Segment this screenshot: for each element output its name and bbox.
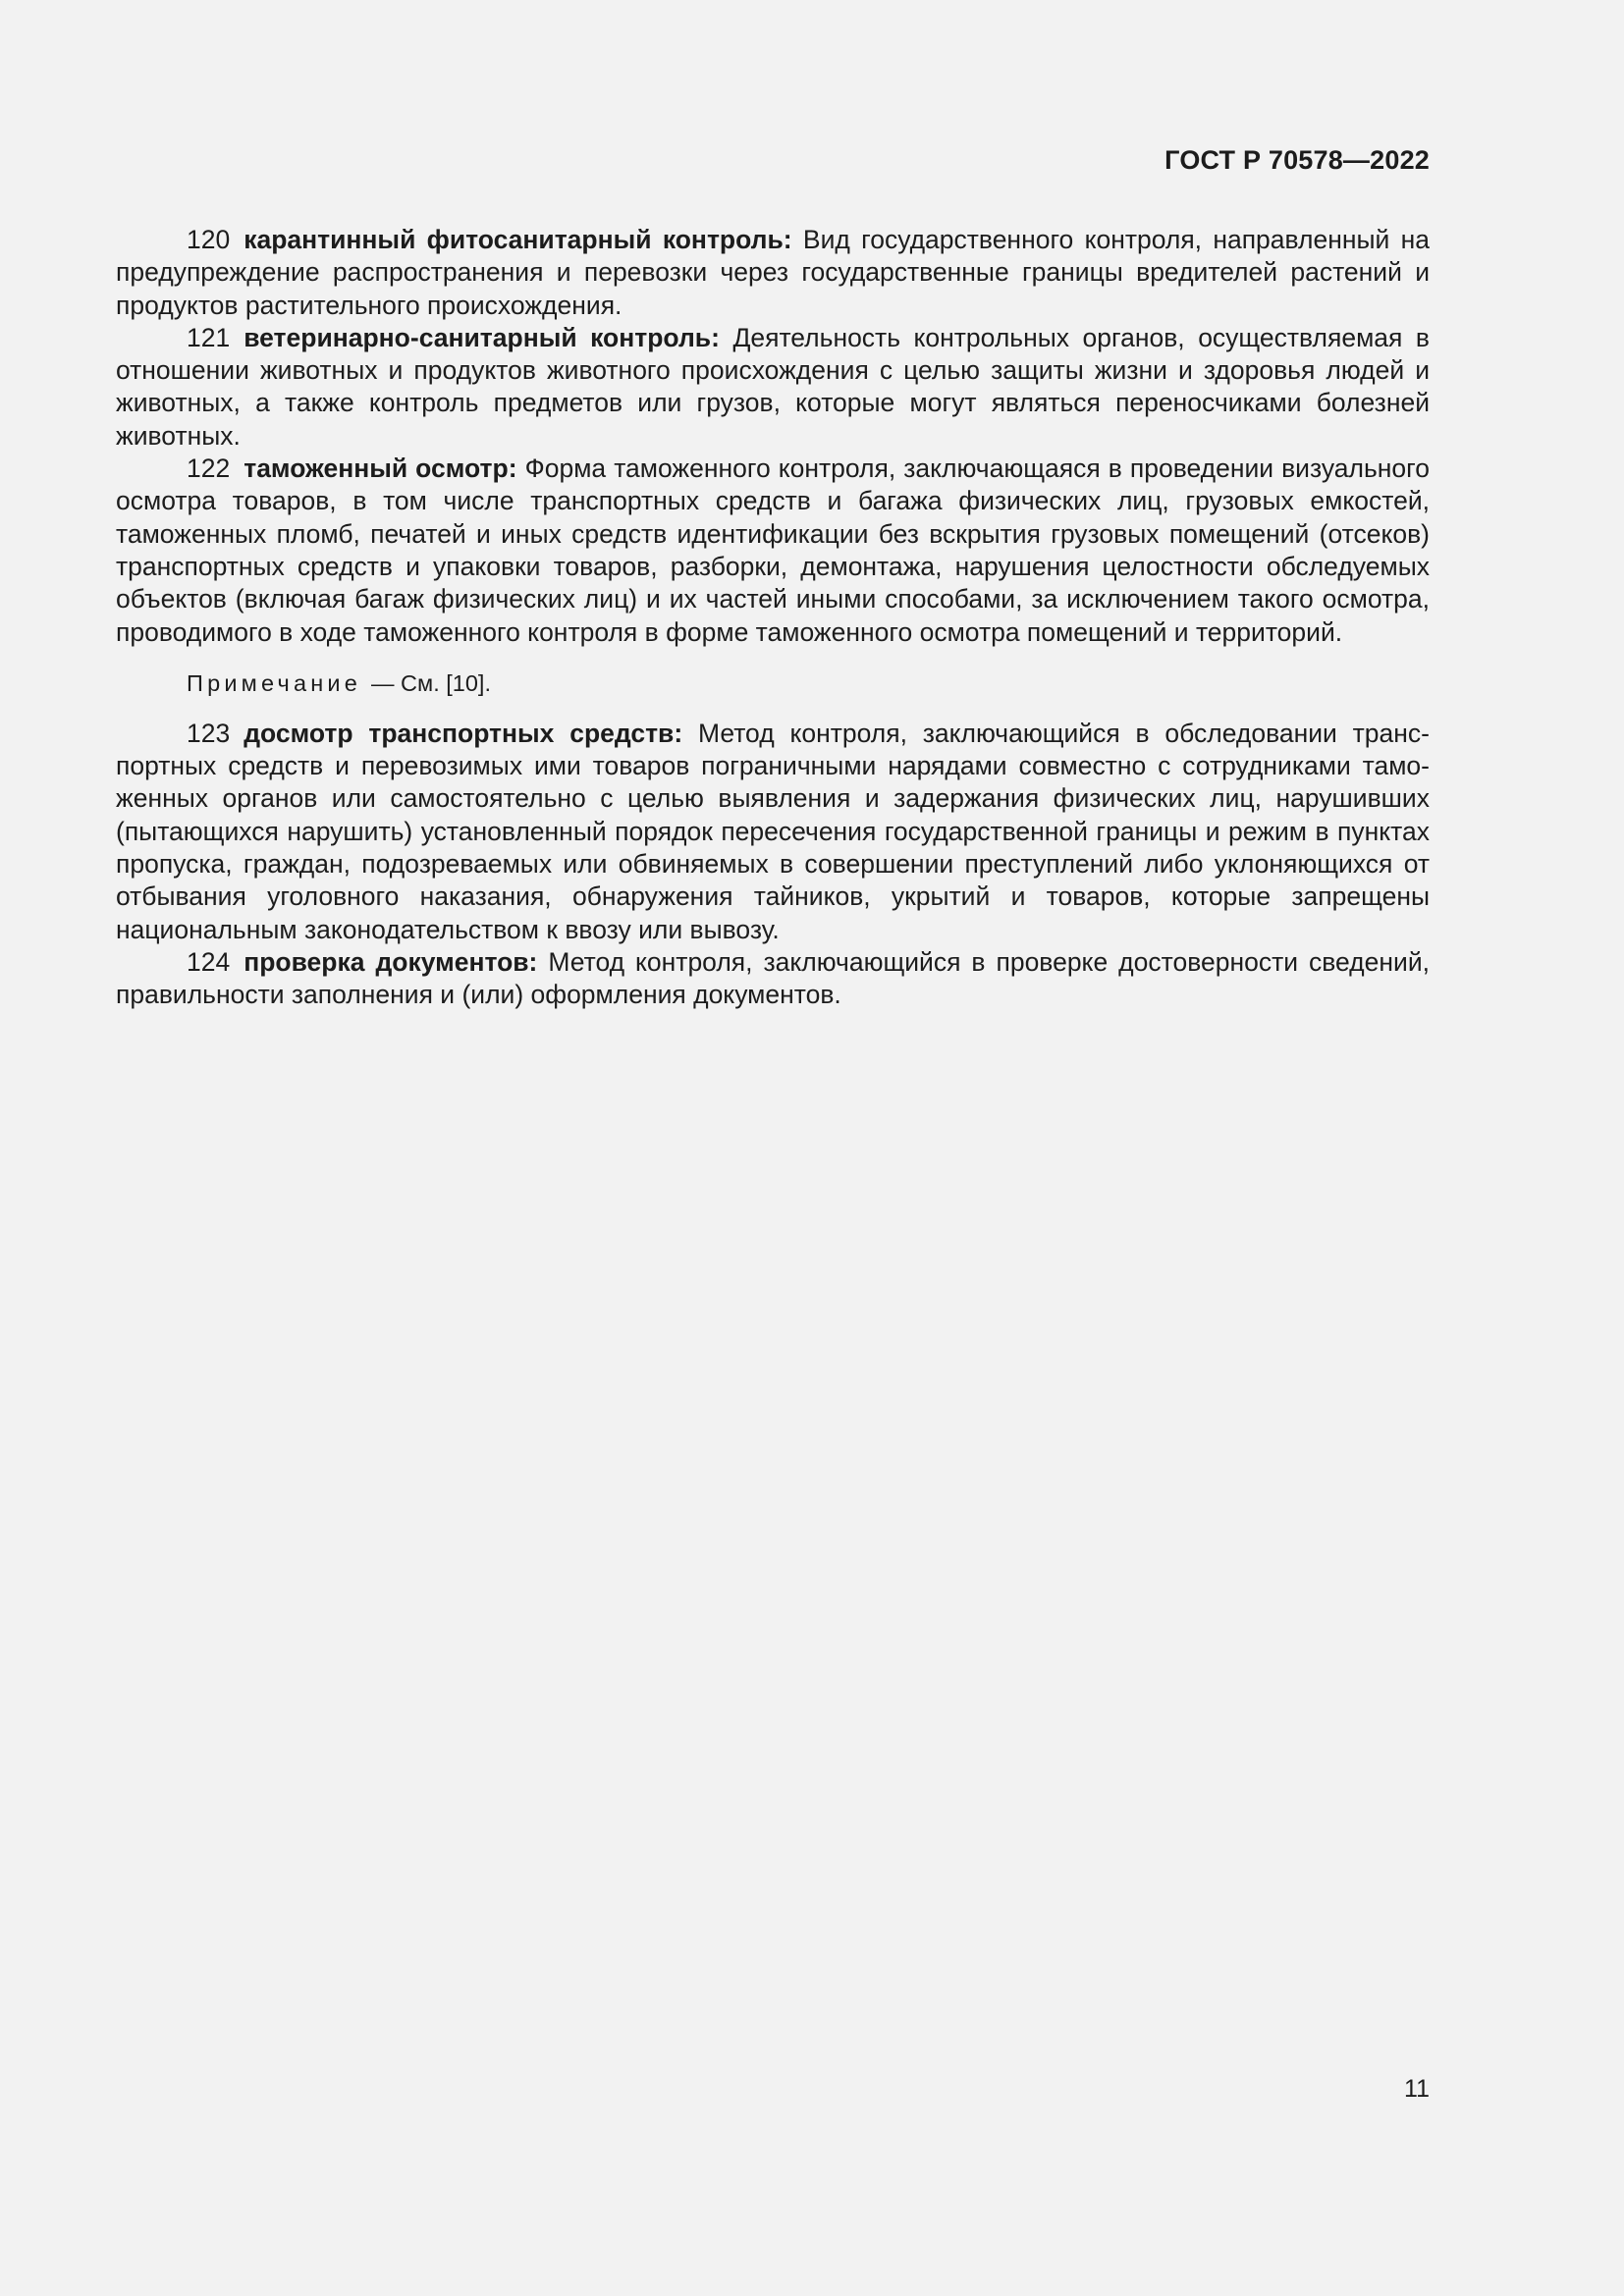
term-number: 124 (187, 946, 231, 977)
note-122 (116, 668, 1430, 698)
term-entry-121 (116, 322, 1430, 453)
term-title: карантинный фитосанитарный контроль: (244, 225, 792, 254)
term-entry-124 (116, 946, 1430, 1012)
term-entry-123 (116, 718, 1430, 946)
term-number: 120 (187, 225, 231, 254)
term-number: 121 (187, 322, 231, 352)
term-definition: Метод контроля, заключающийся в обследовании транспортных средств и перевозимых ими товаров пограничными нарядами совместно с сотрудниками таможенных органов или самостоятельно с целью выявления и задержания физических лиц, нарушивших (пытающихся нарушить) установленный порядок пересечения государственной границы и режим в пунктах пропуска, граждан, подозреваемых или обвиняемых в совершении преступлений либо уклоняющихся от отбывания уголовного наказания, обнаружения тайников, укрытий и товаров, которые запрещены национальным законодательством к ввозу или вывозу. (116, 718, 1430, 944)
term-title: проверка документов: (244, 946, 538, 977)
term-entry-122 (116, 453, 1430, 649)
term-definition: Вид государственного контроля, направленный на предупреждение распространения и перевозки через государственные границы вредителей растений и продуктов растительного происхождения. (116, 225, 1431, 320)
term-entry-120 (116, 224, 1430, 322)
term-title: досмотр транспортных средств: (244, 718, 683, 748)
note-text: — См. [10]. (371, 669, 491, 696)
term-title: таможенный осмотр: (244, 454, 517, 484)
term-title: ветеринарно-санитарный контроль: (244, 322, 720, 352)
document-code-header: ГОСТ Р 70578—2022 (1164, 145, 1430, 175)
page-number: 11 (1404, 2075, 1430, 2103)
term-number: 123 (187, 718, 231, 748)
term-definition: Метод контроля, заключающийся в проверке достоверности сведений, правильности заполнения и (или) оформления документов. (116, 946, 1430, 1010)
term-definition: Деятельность контрольных органов, осуществляемая в отношении животных и продуктов животного происхождения с целью защиты жизни и здоровья людей и животных, а также контроль предметов или грузов, которые могут являться переносчиками болезней животных. (116, 322, 1430, 451)
term-definition: Форма таможенного контроля, заключающаяся в проведении визуального осмотра товаров, в том числе транспортных средств и багажа физических лиц, грузовых емкостей, таможенных пломб, печатей и иных средств идентификации без вскрытия грузовых помещений (отсеков) транспортных средств и упаковки товаров, разборки, демонтажа, нарушения целостности обследуемых объектов (включая багаж физических лиц) и их частей иными способами, за исключением такого осмотра, проводимого в ходе таможенного контроля в форме таможенного осмотра помещений и территорий. (116, 454, 1430, 647)
terms-section (116, 224, 1430, 1012)
term-number: 122 (187, 454, 231, 484)
note-label: Примечание (187, 669, 362, 696)
